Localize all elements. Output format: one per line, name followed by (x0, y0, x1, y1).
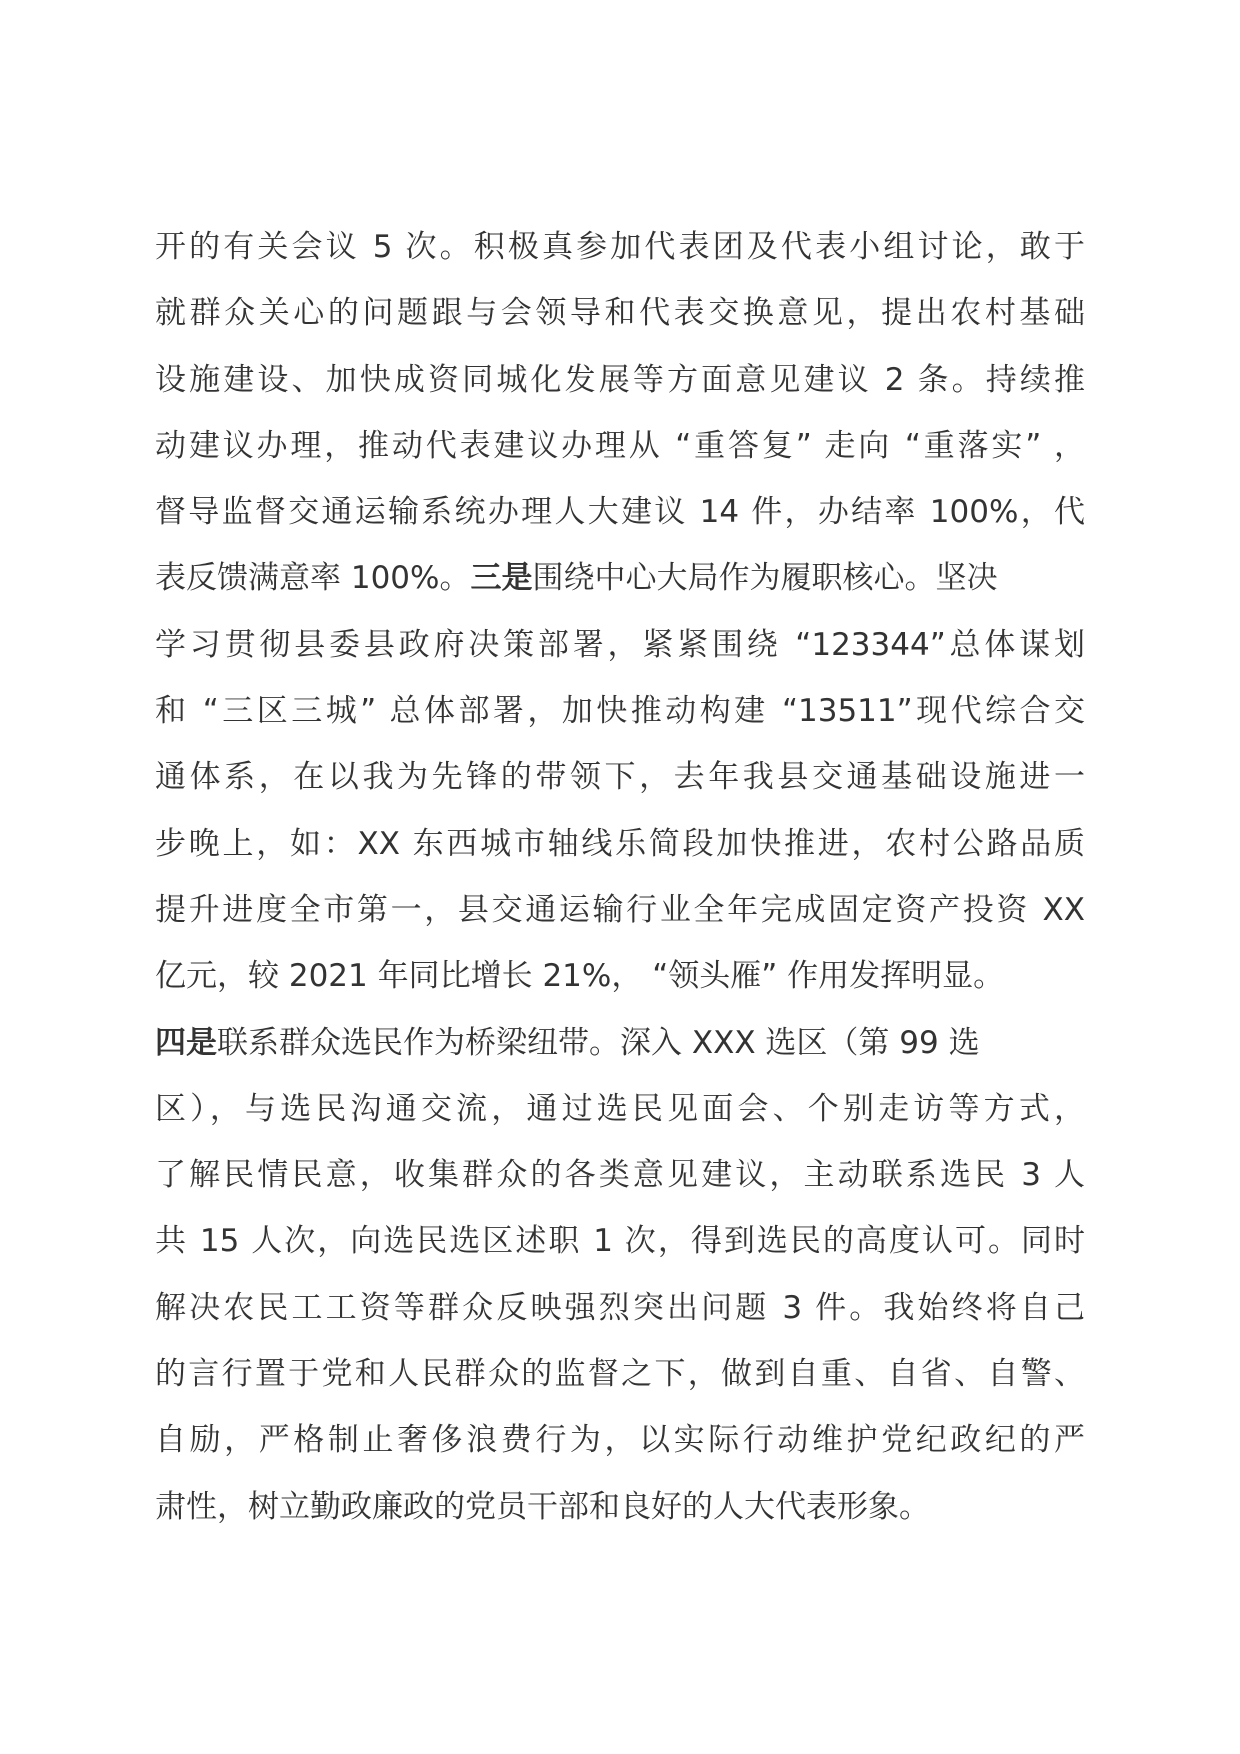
text-line: 动建议办理，推动代表建议办理从 “重答复” 走向 “重落实” ， (155, 427, 1085, 464)
text-line: 和 “三区三城” 总体部署，加快推动构建 “13511”现代综合交 (155, 693, 1085, 730)
section-marker-three: 三是 (470, 560, 533, 597)
text-segment: 表反馈满意率 100%。 (155, 560, 471, 597)
text-line (155, 1010, 1085, 1076)
text-line: 的言行置于党和人民群众的监督之下，做到自重、自省、自警、 (155, 1356, 1085, 1393)
text-line: 步晚上，如：XX 东西城市轴线乐简段加快推进，农村公路品质 (155, 825, 1085, 862)
text-line: 自励，严格制止奢侈浪费行为，以实际行动维护党纪政纪的严 (155, 1422, 1085, 1459)
text-line: 学习贯彻县委县政府决策部署，紧紧围绕 “123344”总体谋划 (155, 626, 1085, 663)
text-line: 提升进度全市第一，县交通运输行业全年完成固定资产投资 XX (155, 891, 1085, 928)
section-marker-four: 四是 (155, 1024, 217, 1061)
text-segment: 围绕中心大局作为履职核心。坚决 (532, 560, 998, 597)
body-paragraph (155, 214, 1085, 1540)
text-line: 肃性，树立勤政廉政的党员干部和良好的人大代表形象。 (155, 1488, 930, 1525)
text-line: 开的有关会议 5 次。积极真参加代表团及代表小组讨论，敢于 (155, 229, 1085, 265)
text-line: 解决农民工工资等群众反映强烈突出问题 3 件。我始终将自己 (155, 1289, 1085, 1326)
text-segment: 联系群众选民作为桥梁纽带。深入 XXX 选区（第 99 选 (217, 1024, 980, 1061)
text-line (155, 545, 1085, 611)
text-line: 设施建设、加快成资同城化发展等方面意见建议 2 条。持续推 (155, 361, 1085, 398)
text-line: 共 15 人次，向选民选区述职 1 次，得到选民的高度认可。同时 (155, 1223, 1085, 1260)
text-line: 就群众关心的问题跟与会领导和代表交换意见，提出农村基础 (155, 295, 1085, 332)
text-line: 督导监督交通运输系统办理人大建议 14 件，办结率 100%，代 (155, 494, 1085, 531)
text-line: 亿元，较 2021 年同比增长 21%， “领头雁” 作用发挥明显。 (155, 958, 1005, 995)
text-line: 区），与选民沟通交流，通过选民见面会、个别走访等方式， (155, 1090, 1085, 1127)
text-line: 了解民情民意，收集群众的各类意见建议，主动联系选民 3 人 (155, 1157, 1085, 1194)
text-line: 通体系，在以我为先锋的带领下，去年我县交通基础设施进一 (155, 759, 1085, 796)
